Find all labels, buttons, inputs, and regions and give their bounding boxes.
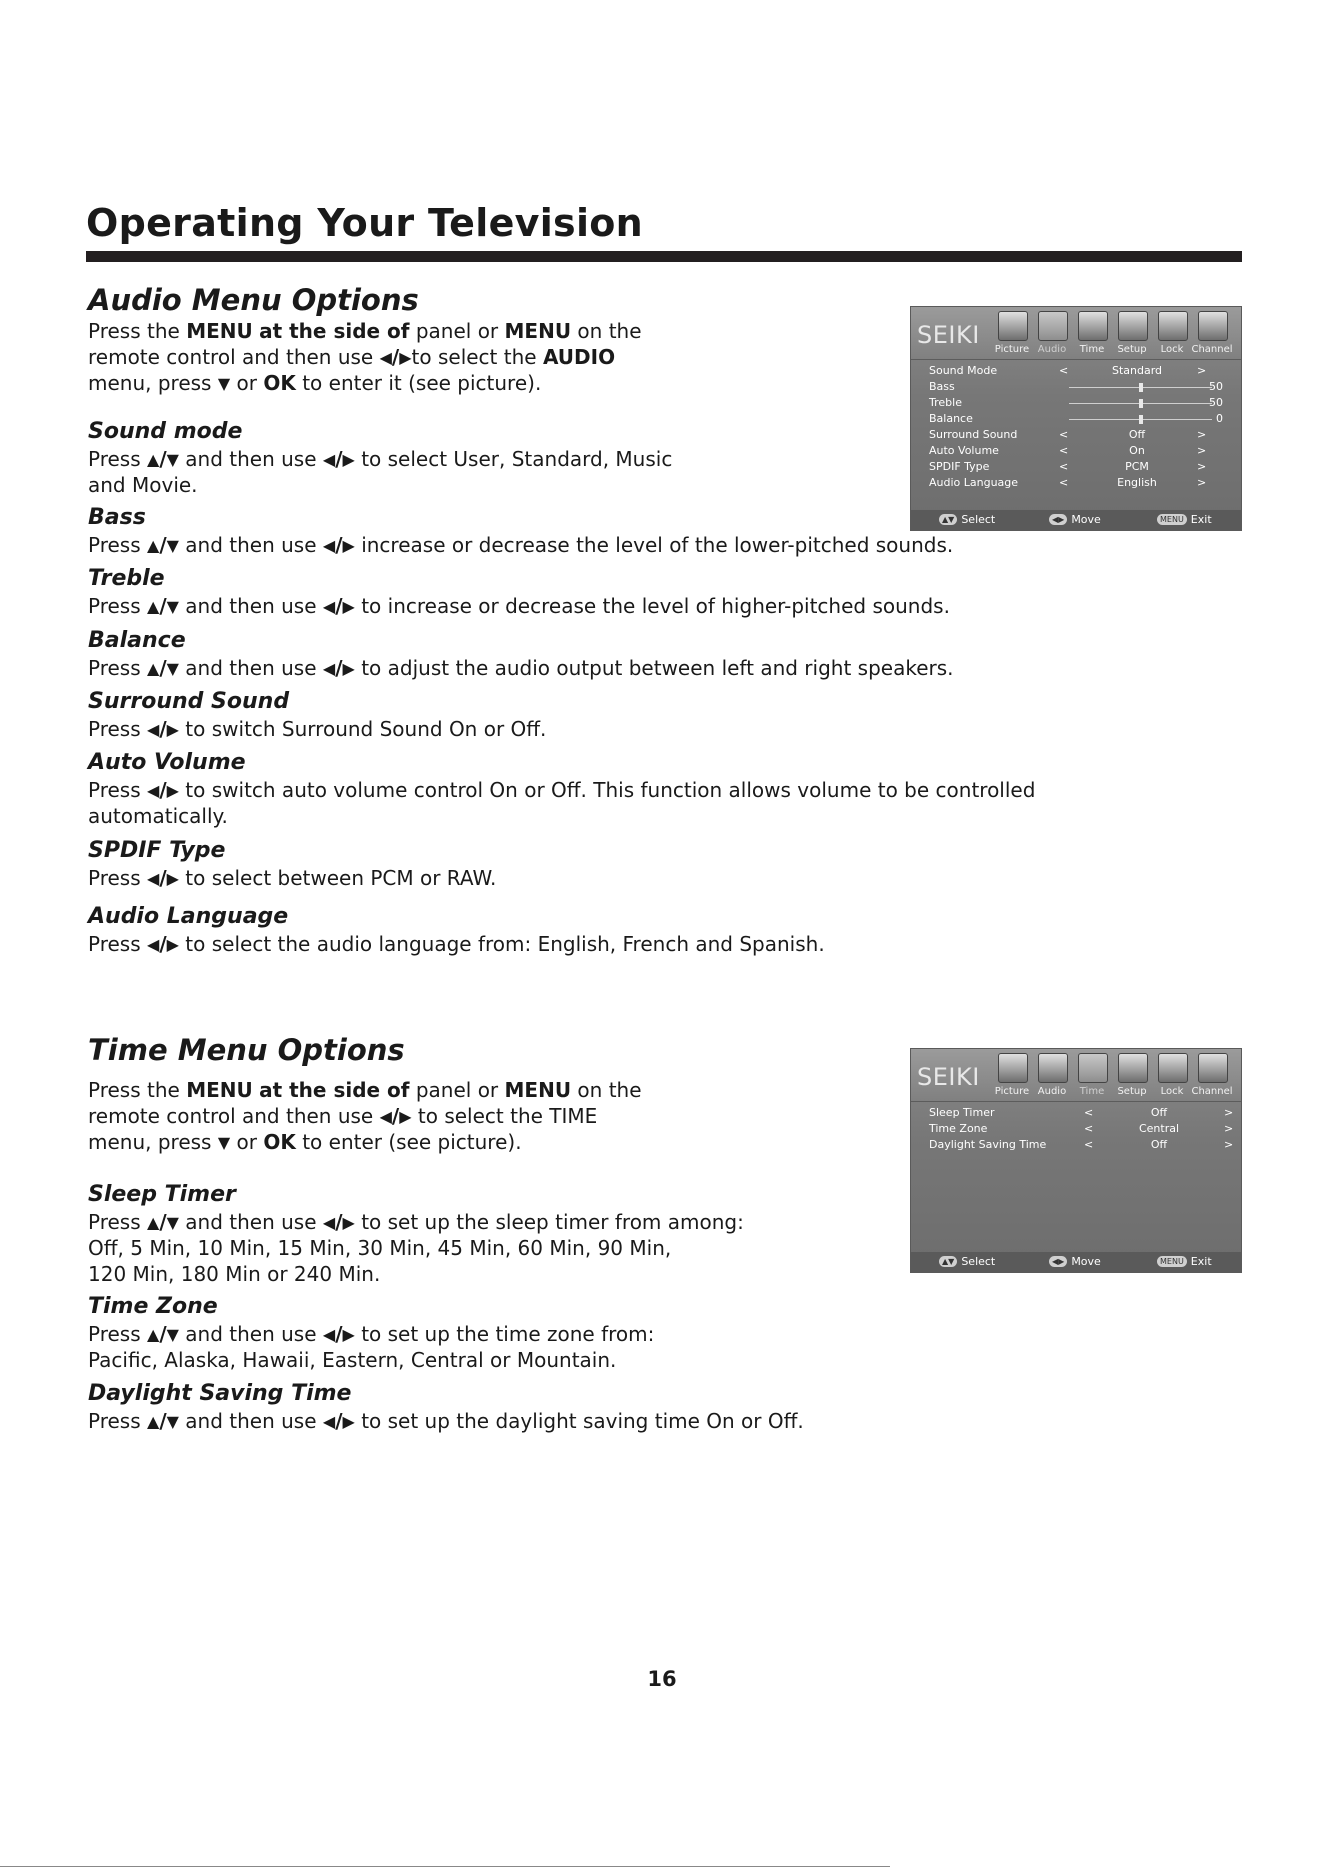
down-arrow-icon: ▼ bbox=[166, 450, 179, 469]
text: and then use bbox=[178, 447, 323, 471]
body-line bbox=[88, 1209, 744, 1236]
text: Press bbox=[88, 778, 147, 802]
remote-key-icon: ▲▼ bbox=[939, 514, 957, 525]
footer-label: Move bbox=[1071, 1255, 1101, 1268]
setup-icon bbox=[1118, 1053, 1148, 1083]
left-arrow-icon: ◀ bbox=[322, 597, 336, 616]
left-arrow-icon: ◀ bbox=[322, 1412, 336, 1431]
body-line bbox=[88, 655, 954, 682]
body-line bbox=[88, 931, 825, 958]
time-section-title: Time Menu Options bbox=[88, 1033, 405, 1067]
body-line bbox=[88, 716, 546, 743]
tv-tab-setup bbox=[1113, 311, 1151, 357]
remote-key-icon: ▲▼ bbox=[939, 1256, 957, 1267]
left-arrow-icon: ◀ bbox=[147, 869, 160, 888]
text: Press bbox=[88, 594, 147, 618]
slash-separator: / bbox=[335, 1210, 343, 1234]
body-line bbox=[88, 777, 1035, 804]
tv-row-label: Time Zone bbox=[929, 1122, 988, 1135]
tv-row-value: English bbox=[1117, 476, 1157, 489]
lock-icon bbox=[1158, 311, 1188, 341]
up-arrow-icon: ▲ bbox=[147, 597, 160, 616]
footer-select bbox=[939, 513, 995, 526]
text: and then use bbox=[178, 656, 323, 680]
footer-select bbox=[939, 1255, 995, 1268]
bold-text: at the side of bbox=[259, 1078, 410, 1102]
right-chevron-icon: > bbox=[1224, 1122, 1234, 1135]
tv-menu-row bbox=[929, 412, 1229, 428]
text: 120 Min, 180 Min or 240 Min. bbox=[88, 1262, 381, 1286]
slider-knob bbox=[1139, 399, 1143, 408]
left-arrow-icon: ◀ bbox=[322, 659, 336, 678]
body-line bbox=[88, 593, 950, 620]
right-chevron-icon: > bbox=[1197, 460, 1207, 473]
remote-key-icon: ◀▶ bbox=[1049, 514, 1067, 525]
tv-menu-row bbox=[929, 1106, 1234, 1122]
text: to switch Surround Sound On or Off. bbox=[178, 717, 547, 741]
body-line bbox=[88, 1408, 804, 1435]
subsection-title: Sleep Timer bbox=[88, 1182, 236, 1207]
tv-tab-label: Audio bbox=[1037, 1086, 1067, 1097]
left-arrow-icon: ◀ bbox=[322, 1213, 336, 1232]
tv-menu-row bbox=[929, 396, 1229, 412]
slash-separator: / bbox=[335, 594, 343, 618]
left-arrow-icon: ◀ bbox=[322, 450, 336, 469]
body-line bbox=[88, 472, 198, 498]
tv-tab-channel bbox=[1193, 311, 1231, 357]
right-arrow-icon: ▶ bbox=[342, 450, 355, 469]
right-arrow-icon: ▶ bbox=[166, 869, 179, 888]
tv-menu-row bbox=[929, 428, 1229, 444]
left-chevron-icon: < bbox=[1084, 1122, 1094, 1135]
text: and then use bbox=[178, 1409, 323, 1433]
text: panel or bbox=[409, 319, 505, 343]
text: Press bbox=[88, 1322, 147, 1346]
left-arrow-icon: ◀ bbox=[322, 536, 336, 555]
text: Press bbox=[88, 932, 147, 956]
body-line bbox=[88, 532, 953, 559]
text: or bbox=[230, 371, 264, 395]
right-arrow-icon: ▶ bbox=[342, 536, 355, 555]
slash-separator: / bbox=[335, 447, 343, 471]
footer-label: Select bbox=[961, 513, 996, 526]
tv-menu-row bbox=[929, 1138, 1234, 1154]
slash-separator: / bbox=[159, 1210, 167, 1234]
audio-menu-screenshot bbox=[910, 306, 1242, 531]
body-line bbox=[88, 1103, 597, 1130]
slash-separator: / bbox=[159, 533, 167, 557]
tv-row-value: On bbox=[1129, 444, 1145, 457]
right-arrow-icon: ▶ bbox=[342, 1325, 355, 1344]
tv-tab-channel bbox=[1193, 1053, 1231, 1099]
text: automatically. bbox=[88, 804, 228, 828]
subsection-title: Audio Language bbox=[88, 904, 289, 929]
lock-icon bbox=[1158, 1053, 1188, 1083]
tv-row-value: Standard bbox=[1111, 364, 1163, 377]
body-line bbox=[88, 318, 642, 344]
text: to set up the sleep timer from among: bbox=[354, 1210, 744, 1234]
slash-separator: / bbox=[159, 866, 167, 890]
tv-tab-label: Setup bbox=[1117, 344, 1147, 355]
down-arrow-icon: ▼ bbox=[166, 659, 179, 678]
text: to select User, Standard, Music bbox=[354, 447, 673, 471]
right-arrow-icon: ▶ bbox=[342, 1213, 355, 1232]
slash-separator: / bbox=[159, 932, 167, 956]
slash-separator: / bbox=[159, 447, 167, 471]
left-arrow-icon: ◀ bbox=[379, 348, 392, 367]
tv-row-label: Audio Language bbox=[929, 476, 1019, 489]
text: Press bbox=[88, 717, 147, 741]
text: and then use bbox=[178, 533, 323, 557]
tv-row-number: 0 bbox=[1216, 412, 1223, 425]
right-chevron-icon: > bbox=[1197, 476, 1207, 489]
bottom-rule bbox=[0, 1866, 890, 1867]
tv-row-value: Off bbox=[1150, 1106, 1168, 1119]
tv-tab-label: Audio bbox=[1037, 344, 1067, 355]
up-arrow-icon: ▲ bbox=[147, 1412, 160, 1431]
time-icon bbox=[1078, 311, 1108, 341]
left-arrow-icon: ◀ bbox=[379, 1107, 392, 1126]
tv-row-label: Daylight Saving Time bbox=[929, 1138, 1047, 1151]
channel-icon bbox=[1198, 1053, 1228, 1083]
left-chevron-icon: < bbox=[1059, 476, 1069, 489]
tv-row-label: SPDIF Type bbox=[929, 460, 990, 473]
up-arrow-icon: ▲ bbox=[147, 536, 160, 555]
tv-menu-row bbox=[929, 1122, 1234, 1138]
audio-section-title: Audio Menu Options bbox=[88, 283, 419, 317]
text: Press bbox=[88, 447, 147, 471]
bold-text: MENU bbox=[504, 319, 572, 343]
text: remote control and then use bbox=[88, 1104, 380, 1128]
seiki-logo: SEIKI bbox=[917, 1063, 980, 1091]
slider-knob bbox=[1139, 383, 1143, 392]
setup-icon bbox=[1118, 311, 1148, 341]
slash-separator: / bbox=[335, 1322, 343, 1346]
right-chevron-icon: > bbox=[1197, 444, 1207, 457]
left-arrow-icon: ◀ bbox=[147, 781, 160, 800]
text: to select between PCM or RAW. bbox=[178, 866, 497, 890]
tv-tab-label: Time bbox=[1079, 344, 1105, 355]
footer-exit bbox=[1157, 513, 1212, 526]
footer-label: Exit bbox=[1190, 513, 1212, 526]
page-number: 16 bbox=[647, 1667, 677, 1691]
text: to select the TIME bbox=[411, 1104, 598, 1128]
subsection-title: Time Zone bbox=[88, 1294, 218, 1319]
down-arrow-icon: ▼ bbox=[166, 597, 179, 616]
tv-menu-row bbox=[929, 460, 1229, 476]
slash-separator: / bbox=[159, 778, 167, 802]
page-title: Operating Your Television bbox=[86, 201, 644, 245]
down-arrow-icon: ▼ bbox=[166, 1412, 179, 1431]
right-arrow-icon: ▶ bbox=[342, 1412, 355, 1431]
right-arrow-icon: ▶ bbox=[166, 781, 179, 800]
bold-text: AUDIO bbox=[542, 345, 616, 369]
right-chevron-icon: > bbox=[1224, 1138, 1234, 1151]
text: and then use bbox=[178, 1210, 323, 1234]
tv-tab-picture bbox=[993, 1053, 1031, 1099]
subsection-title: Auto Volume bbox=[88, 750, 246, 775]
left-chevron-icon: < bbox=[1084, 1106, 1094, 1119]
footer-exit bbox=[1157, 1255, 1212, 1268]
bold-text: MENU bbox=[504, 1078, 572, 1102]
text: Press bbox=[88, 533, 147, 557]
text: on the bbox=[571, 1078, 642, 1102]
picture-icon bbox=[998, 311, 1028, 341]
tv-menu-row bbox=[929, 444, 1229, 460]
time-menu-screenshot bbox=[910, 1048, 1242, 1273]
bold-text: MENU bbox=[186, 319, 253, 343]
tv-menu-header bbox=[911, 307, 1241, 360]
tv-menu-row bbox=[929, 364, 1229, 380]
slash-separator: / bbox=[335, 533, 343, 557]
body-line bbox=[88, 1235, 671, 1261]
text: and Movie. bbox=[88, 473, 198, 497]
subsection-title: Sound mode bbox=[88, 419, 243, 444]
right-arrow-icon: ▶ bbox=[166, 935, 179, 954]
footer-label: Move bbox=[1071, 513, 1101, 526]
text: Press bbox=[88, 656, 147, 680]
tv-tab-label: Setup bbox=[1117, 1086, 1147, 1097]
tv-menu-row bbox=[929, 476, 1229, 492]
tv-row-number: 50 bbox=[1209, 396, 1223, 409]
body-line bbox=[88, 1347, 616, 1373]
right-chevron-icon: > bbox=[1197, 364, 1207, 377]
tv-row-value: Off bbox=[1128, 428, 1146, 441]
body-line bbox=[88, 1261, 380, 1287]
text: Off, 5 Min, 10 Min, 15 Min, 30 Min, 45 Min, 60 Min, 90 Min, bbox=[88, 1236, 672, 1260]
tv-tab-audio bbox=[1033, 1053, 1071, 1099]
text: to enter it (see picture). bbox=[295, 371, 542, 395]
text: to increase or decrease the level of higher-pitched sounds. bbox=[354, 594, 950, 618]
text: Press bbox=[88, 866, 147, 890]
audio-icon bbox=[1038, 311, 1068, 341]
tv-level-slider bbox=[1069, 387, 1212, 388]
remote-key-icon: ◀▶ bbox=[1049, 1256, 1067, 1267]
tv-tab-lock bbox=[1153, 1053, 1191, 1099]
text: to switch auto volume control On or Off. This function allows volume to be controlled bbox=[178, 778, 1036, 802]
up-arrow-icon: ▲ bbox=[147, 659, 160, 678]
text: to enter (see picture). bbox=[295, 1130, 522, 1154]
text: to set up the time zone from: bbox=[354, 1322, 655, 1346]
tv-tab-picture bbox=[993, 311, 1031, 357]
text: menu, press bbox=[88, 371, 218, 395]
down-arrow-icon: ▼ bbox=[217, 1133, 231, 1152]
slash-separator: / bbox=[159, 1409, 167, 1433]
tv-level-slider bbox=[1069, 403, 1212, 404]
text: to select the audio language from: English, French and Spanish. bbox=[178, 932, 825, 956]
channel-icon bbox=[1198, 311, 1228, 341]
bold-text: MENU bbox=[186, 1078, 253, 1102]
left-chevron-icon: < bbox=[1059, 444, 1069, 457]
subsection-title: Bass bbox=[88, 505, 146, 530]
right-arrow-icon: ▶ bbox=[342, 597, 355, 616]
down-arrow-icon: ▼ bbox=[166, 536, 179, 555]
text: to set up the daylight saving time On or Off. bbox=[354, 1409, 804, 1433]
tv-row-label: Treble bbox=[929, 396, 962, 409]
tv-row-value: Central bbox=[1138, 1122, 1180, 1135]
picture-icon bbox=[998, 1053, 1028, 1083]
text: Press bbox=[88, 1210, 147, 1234]
tv-row-value: Off bbox=[1150, 1138, 1168, 1151]
footer-label: Exit bbox=[1190, 1255, 1212, 1268]
text: to select the bbox=[411, 345, 543, 369]
tv-tab-label: Channel bbox=[1191, 344, 1233, 355]
tv-menu-footer bbox=[911, 1252, 1241, 1272]
subsection-title: Daylight Saving Time bbox=[88, 1381, 352, 1406]
tv-tab-audio bbox=[1033, 311, 1071, 357]
tv-menu-row bbox=[929, 380, 1229, 396]
text: Press the bbox=[88, 1078, 187, 1102]
slash-separator: / bbox=[159, 1322, 167, 1346]
right-arrow-icon: ▶ bbox=[399, 1107, 412, 1126]
tv-menu-footer bbox=[911, 510, 1241, 530]
footer-move bbox=[1049, 513, 1101, 526]
slash-separator: / bbox=[159, 594, 167, 618]
tv-tab-setup bbox=[1113, 1053, 1151, 1099]
title-rule bbox=[86, 251, 1242, 262]
tv-row-label: Bass bbox=[929, 380, 955, 393]
tv-level-slider bbox=[1069, 419, 1212, 420]
text: to adjust the audio output between left and right speakers. bbox=[354, 656, 954, 680]
body-line bbox=[88, 446, 672, 473]
slash-separator: / bbox=[335, 1409, 343, 1433]
tv-row-label: Sleep Timer bbox=[929, 1106, 995, 1119]
up-arrow-icon: ▲ bbox=[147, 1325, 160, 1344]
down-arrow-icon: ▼ bbox=[166, 1325, 179, 1344]
left-arrow-icon: ◀ bbox=[147, 935, 160, 954]
tv-tab-label: Channel bbox=[1191, 1086, 1233, 1097]
slash-separator: / bbox=[335, 656, 343, 680]
left-arrow-icon: ◀ bbox=[322, 1325, 336, 1344]
right-arrow-icon: ▶ bbox=[399, 348, 412, 367]
audio-icon bbox=[1038, 1053, 1068, 1083]
text: increase or decrease the level of the lower-pitched sounds. bbox=[354, 533, 954, 557]
tv-row-label: Balance bbox=[929, 412, 973, 425]
bold-text: OK bbox=[263, 371, 296, 395]
right-chevron-icon: > bbox=[1197, 428, 1207, 441]
remote-key-icon: MENU bbox=[1157, 514, 1187, 525]
up-arrow-icon: ▲ bbox=[147, 1213, 160, 1232]
bold-text: at the side of bbox=[259, 319, 410, 343]
tv-tab-label: Time bbox=[1079, 1086, 1105, 1097]
subsection-title: Surround Sound bbox=[88, 689, 290, 714]
tv-tab-time bbox=[1073, 311, 1111, 357]
body-line bbox=[88, 1321, 654, 1348]
text: or bbox=[230, 1130, 264, 1154]
left-chevron-icon: < bbox=[1059, 428, 1069, 441]
body-line bbox=[88, 344, 615, 371]
bold-text: OK bbox=[263, 1130, 296, 1154]
text: on the bbox=[571, 319, 642, 343]
text: remote control and then use bbox=[88, 345, 380, 369]
text: Press the bbox=[88, 319, 187, 343]
footer-move bbox=[1049, 1255, 1101, 1268]
tv-tab-label: Lock bbox=[1160, 344, 1184, 355]
subsection-title: Treble bbox=[88, 566, 165, 591]
slash-separator: / bbox=[159, 717, 167, 741]
right-chevron-icon: > bbox=[1224, 1106, 1234, 1119]
tv-row-label: Sound Mode bbox=[929, 364, 998, 377]
time-icon bbox=[1078, 1053, 1108, 1083]
tv-menu-header bbox=[911, 1049, 1241, 1102]
right-arrow-icon: ▶ bbox=[166, 720, 179, 739]
tv-tab-label: Picture bbox=[994, 1086, 1030, 1097]
text: Press bbox=[88, 1409, 147, 1433]
tv-row-label: Surround Sound bbox=[929, 428, 1018, 441]
remote-key-icon: MENU bbox=[1157, 1256, 1187, 1267]
down-arrow-icon: ▼ bbox=[166, 1213, 179, 1232]
text: menu, press bbox=[88, 1130, 218, 1154]
tv-tab-label: Lock bbox=[1160, 1086, 1184, 1097]
tv-tab-lock bbox=[1153, 311, 1191, 357]
text: and then use bbox=[178, 1322, 323, 1346]
tv-tab-time bbox=[1073, 1053, 1111, 1099]
text: panel or bbox=[409, 1078, 505, 1102]
slash-separator: / bbox=[391, 345, 400, 369]
slash-separator: / bbox=[159, 656, 167, 680]
tv-row-label: Auto Volume bbox=[929, 444, 999, 457]
body-line bbox=[88, 370, 541, 397]
text: Pacific, Alaska, Hawaii, Eastern, Central or Mountain. bbox=[88, 1348, 617, 1372]
body-line bbox=[88, 803, 228, 829]
left-chevron-icon: < bbox=[1084, 1138, 1094, 1151]
subsection-title: Balance bbox=[88, 628, 186, 653]
tv-row-number: 50 bbox=[1209, 380, 1223, 393]
slider-knob bbox=[1139, 415, 1143, 424]
tv-row-value: PCM bbox=[1125, 460, 1149, 473]
subsection-title: SPDIF Type bbox=[88, 838, 226, 863]
tv-tab-label: Picture bbox=[994, 344, 1030, 355]
body-line bbox=[88, 1077, 642, 1103]
slash-separator: / bbox=[391, 1104, 400, 1128]
left-arrow-icon: ◀ bbox=[147, 720, 160, 739]
text: and then use bbox=[178, 594, 323, 618]
right-arrow-icon: ▶ bbox=[342, 659, 355, 678]
body-line bbox=[88, 1129, 522, 1156]
down-arrow-icon: ▼ bbox=[217, 374, 231, 393]
seiki-logo: SEIKI bbox=[917, 321, 980, 349]
body-line bbox=[88, 865, 496, 892]
left-chevron-icon: < bbox=[1059, 460, 1069, 473]
up-arrow-icon: ▲ bbox=[147, 450, 160, 469]
left-chevron-icon: < bbox=[1059, 364, 1069, 377]
footer-label: Select bbox=[961, 1255, 996, 1268]
